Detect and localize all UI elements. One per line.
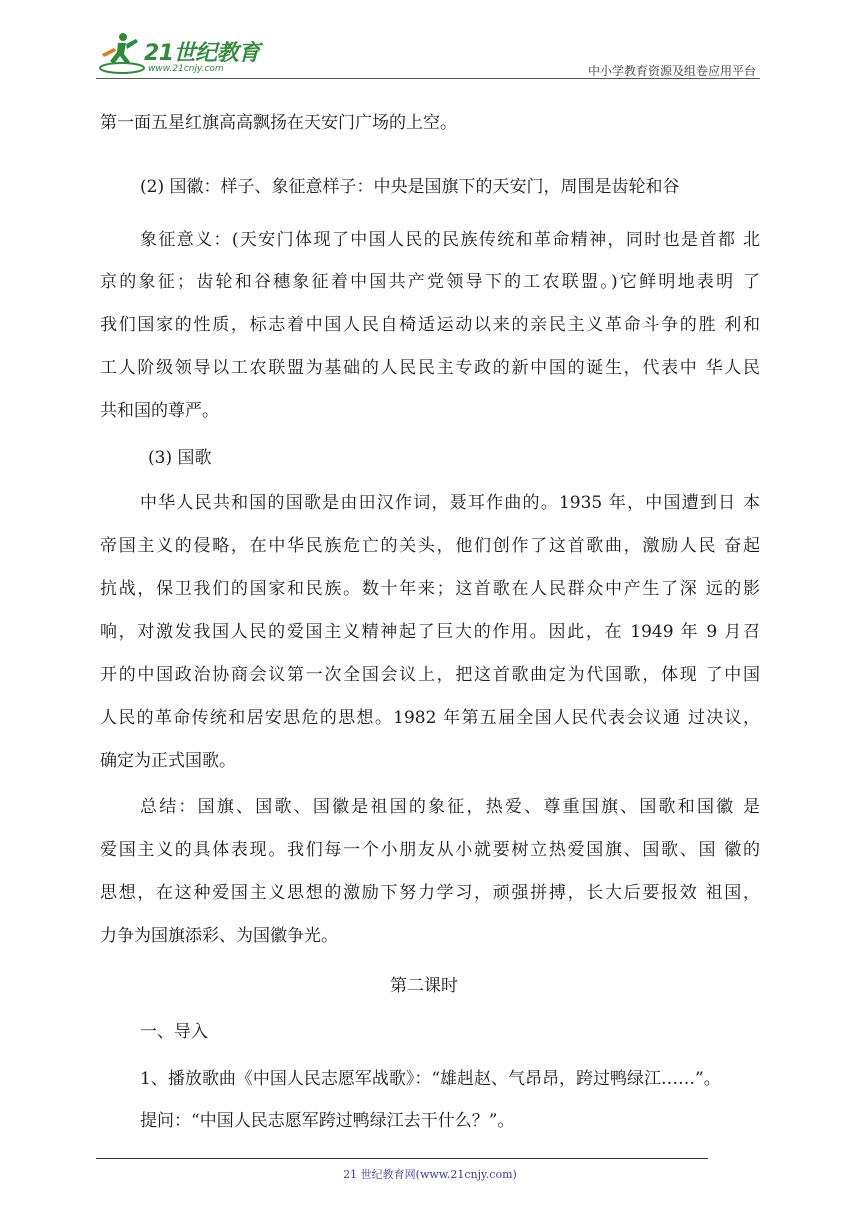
text-line: 我们国家的性质，标志着中国人民自椅适运动以来的亲民主义革命斗争的胜 利和 <box>100 315 760 335</box>
logo <box>96 30 266 78</box>
lesson-title: 第二课时 <box>390 976 458 996</box>
text-line: 响，对激发我国人民的爱国主义精神起了巨大的作用。因此，在 1949 年 9 月召 <box>100 622 760 642</box>
text-line: 总结：国旗、国歌、国徽是祖国的象征，热爱、尊重国旗、国歌和国徽 是 <box>140 797 760 817</box>
logo-url: www.21cnjy.com <box>148 64 224 74</box>
text-line: 象征意义：(天安门体现了中国人民的民族传统和革命精神，同时也是首都 北 <box>140 230 760 250</box>
text-line: (2) 国徽：样子、象征意样子：中央是国旗下的天安门，周围是齿轮和谷 <box>140 177 680 197</box>
text-line: 工人阶级领导以工农联盟为基础的人民民主专政的新中国的诞生，代表中 华人民 <box>100 358 760 378</box>
text-line: 帝国主义的侵略，在中华民族危亡的关头，他们创作了这首歌曲，激励人民 奋起 <box>100 536 760 556</box>
header-divider <box>96 78 760 79</box>
text-line: 开的中国政治协商会议第一次全国会议上，把这首歌曲定为代国歌，体现 了中国 <box>100 665 760 685</box>
text-line: 提问：“中国人民志愿军跨过鸭绿江去干什么？”。 <box>140 1111 515 1131</box>
text-line: 爱国主义的具体表现。我们每一个小朋友从小就要树立热爱国旗、国歌、国 徽的 <box>100 840 760 860</box>
text-line: 中华人民共和国的国歌是由田汉作词，聂耳作曲的。1935 年，中国遭到日 本 <box>140 493 760 513</box>
footer-divider <box>96 1158 708 1159</box>
text-line: 力争为国旗添彩、为国徽争光。 <box>100 926 338 946</box>
section-heading: (3) 国歌 <box>148 448 212 468</box>
runner-logo-icon <box>96 30 146 76</box>
text-line: 京的象征；齿轮和谷穗象征着中国共产党领导下的工农联盟。)它鲜明地表明 了 <box>100 272 760 292</box>
page-header <box>96 30 760 80</box>
text-line: 共和国的尊严。 <box>100 401 219 421</box>
text-line: 确定为正式国歌。 <box>100 751 236 771</box>
page-footer: 21 世纪教育网(www.21cnjy.com) <box>343 1168 517 1181</box>
text-line: 1、播放歌曲《中国人民志愿军战歌》：“雄赳赵、气昂昂，跨过鸭绿江……”。 <box>140 1069 721 1089</box>
text-line: 第一面五星红旗高高飘扬在天安门广场的上空。 <box>100 113 457 133</box>
section-heading: 一、导入 <box>140 1022 208 1042</box>
text-line: 抗战，保卫我们的国家和民族。数十年来；这首歌在人民群众中产生了深 远的影 <box>100 579 760 599</box>
text-line: 思想，在这种爱国主义思想的激励下努力学习，顽强拼搏，长大后要报效 祖国， <box>100 883 760 903</box>
platform-title: 中小学教育资源及组卷应用平台 <box>587 64 756 78</box>
text-line: 人民的革命传统和居安思危的思想。1982 年第五届全国人民代表会议通 过决议， <box>100 708 760 728</box>
logo-text: 21世纪教育 <box>144 41 260 66</box>
